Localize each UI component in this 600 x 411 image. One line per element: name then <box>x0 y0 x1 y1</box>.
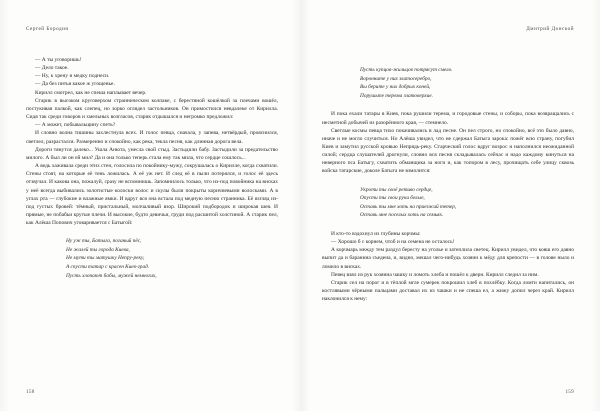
verse-line: Оставь ты мне хоть на приезжий тетер, <box>360 203 457 210</box>
body-paragraph: И пока ехали татары в Киев, пока рушили терема, и городовые стены, и соборы, пока возвращались с несметной добычей из разорённого края, — стемнело. <box>322 111 574 126</box>
left-page-running-head: Сергей Бородин <box>26 26 69 32</box>
left-page-body <box>26 50 278 280</box>
dialogue-line: — А может, побывальщину спеть? <box>35 122 116 129</box>
verse-line: Оставь мне поселых хоть на семьях. <box>360 212 444 219</box>
body-paragraph: Дороги тянутся далеко... Ушла Анюта, унесла свой стыд. Застыдили бабу. Застыдили за предательство милого. А был ли он ей мил? Да и она только теперь стала ему так мила, что сердце сошлось... <box>26 146 278 161</box>
verse-line: Укроти ты своё ретиво сердце, <box>360 186 433 193</box>
right-page-running-head: Дмитрий Донской <box>526 26 574 32</box>
body-paragraph: А ведь хаживала среди этих стен, голосила по покойнику-мужу, сокрушалась о Кирилле, когда схватили. Стены стоят, на которые её тень ложилась. А её уж нет. И след её в пыли потерялся, и голос её здесь отзвучал. И какова она, пожалуй, сразу не вспомнишь. Запомнилось только, что из-под повойника на висках у неё всегда выбивались золотистые колоски волос и скулы были покрыты коричневыми волосками. А в углах рта — глубокие и влажные ямки. И вдруг вся она встала под медную песню странника. Её взгляд из-под густых бровей: тёмный, пристальный, молчаливый взор. Широкий подбородок и широкая шея. И прямые, не побабьи крутые плечи. И высокие, будто девичьи, груди под расшитой холстиной. А старик пел, как Алёша Попович уговаривается с Батыгой: <box>26 163 279 227</box>
dialogue-line: — Да без питья какое ж угощенье. <box>35 81 115 88</box>
verse-line: Порушьте терема златоверхие. <box>360 92 433 99</box>
body-paragraph: Старик в высоком круговерхом странническом колпаке, с берестяной кошёлкой за плечами вошёл, постукивая палкой, как слепец, но зорко оглядел застольников. Он примостился невдалеке от Кирилла. Сидя так среди говоров и хмельных возгласов, старик отдышался и негромко предложил: <box>26 97 278 121</box>
body-paragraph: Кирилл смотрел, как не спеша наплывает вечер. <box>35 89 147 96</box>
body-paragraph: А корчмарь между тем раздул бересту на уголье и затеплила светец. Кирилл увидел, что ковш его давно выпит да и баранина съедена, и, видно, мешал чего-нибудь хозяин к мёду для крепости — в голове ныло и ломило в висках. <box>322 247 574 270</box>
verse-line: Пусть купцов-жильцов потрясут смело. <box>360 67 453 73</box>
body-paragraph: Светлые космы певца тихо покачивались в лад песне. Он пел строго, но спокойно, всё это было давно, иначе и не могло случиться. Но Алёша увидел, что не сдержал Батыга зарока: пожёг всю страну, погубил Киев и замутил русской кровью Непрядь-реку. Старческий голос вдруг возрос и наполнился неожиданной силой; сердца слушателей дрогнули, словно вся песня складывалась сейчас и надо каждому кинуться на неверного пса Батыгу, схватить обманщика за ноги и, как топором в лесу, прочищать себе улицу сквозь войска татарские, доколе Батыга не взмолится: <box>322 127 574 175</box>
verse-block <box>26 237 278 280</box>
verse-line: Не жалей ты города Киева, <box>66 246 130 253</box>
dialogue-line: — Хорошо б с корнем, чтоб и на семена не осталось! <box>331 239 455 246</box>
spacer <box>322 50 574 56</box>
verse-line: Воронните у них златосеребро, <box>360 75 432 82</box>
verse-line: Ну уж ты, Батыга, поганый пёс, <box>66 238 142 245</box>
verse-line: Пусть хлопают бабы, мужей немногих, <box>66 272 157 279</box>
verse-block-top <box>322 66 574 100</box>
dialogue-line: — Дело такое. <box>35 65 69 72</box>
body-paragraph: Старик сел на порог и в тёплой мгле сумерек покрошил хлеб в похлёбку. Когда ломти напитались, он костлявыми чёрными пальцами доставал их из чашки и не спеша ел, а жижу допил через край. Кирилл наклонился к нему: <box>322 279 574 303</box>
body-paragraph: Певец взял из рук хозяина чашку и ломоть хлеба и пошёл к двери. Кирилл следил за ним. <box>331 271 539 278</box>
verse-line: Вы берите у них добрых коней, <box>360 84 431 91</box>
verse-block-bottom <box>322 186 574 220</box>
right-page <box>300 0 600 411</box>
right-page-folio: 159 <box>565 389 574 395</box>
verse-line: Не мути ты матушку Непру-реку, <box>66 255 145 262</box>
dialogue-line: — Ну, к хрену и медку поднеси. <box>35 73 110 80</box>
body-paragraph: И словно волна тишины захлестнула всех. И голос певца, сначала, у запева, нетвёрдый, прояснился, светлел, разрастался. Размеренно и спокойно, как река, текла песня, как длинная дорога вела. <box>26 130 278 145</box>
body-paragraph: И кто-то вздохнул из глубины корчмы: <box>331 231 421 237</box>
verse-line: Опусти ты свои руки белые, <box>360 195 425 202</box>
left-page-folio: 158 <box>26 389 35 395</box>
dialogue-line: — А ты уговоришь! <box>35 57 82 63</box>
verse-line: А спусти татар с красен Киев-град. <box>66 264 150 271</box>
right-page-body <box>322 50 574 303</box>
